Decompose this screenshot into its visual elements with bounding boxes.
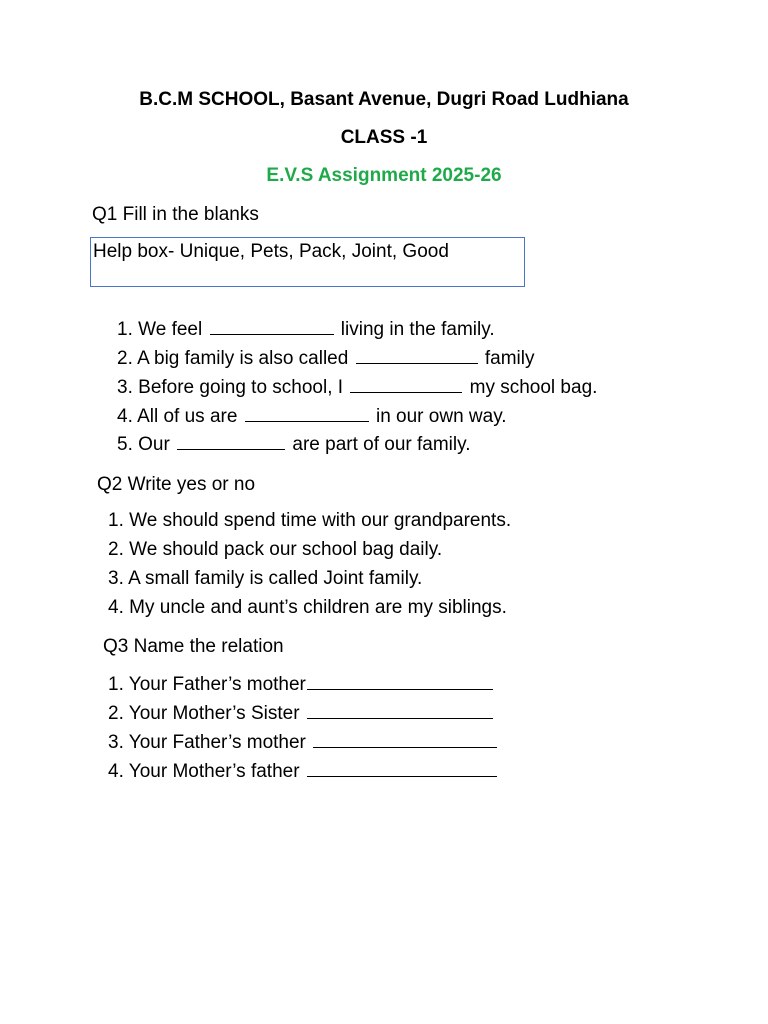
- item-text: Your Father’s mother: [128, 732, 306, 753]
- item-text-before: Before going to school, I: [138, 377, 344, 398]
- item-number: 3.: [108, 568, 124, 589]
- q1-item-2: [117, 348, 535, 370]
- item-text-after: family: [484, 348, 535, 369]
- help-box-text: Help box- Unique, Pets, Pack, Joint, Good: [93, 241, 449, 262]
- q3-item-2: [108, 703, 495, 725]
- item-text-after: living in the family.: [340, 319, 495, 340]
- item-number: 4.: [108, 761, 124, 782]
- item-text: Your Mother’s Sister: [128, 703, 300, 724]
- item-text-before: Our: [138, 434, 170, 455]
- q2-item-2: [108, 539, 442, 561]
- item-number: 4.: [117, 406, 133, 427]
- answer-blank[interactable]: [356, 362, 478, 364]
- item-text: My uncle and aunt’s children are my siblings.: [129, 597, 507, 618]
- q3-item-1: [108, 674, 495, 696]
- q1-item-4: [117, 406, 507, 428]
- item-number: 2.: [117, 348, 133, 369]
- item-number: 2.: [108, 539, 124, 560]
- item-text-before: A big family is also called: [137, 348, 349, 369]
- q2-heading: Q2 Write yes or no: [97, 474, 256, 495]
- answer-blank[interactable]: [245, 420, 369, 422]
- q2-item-4: [108, 597, 507, 619]
- item-text-after: are part of our family.: [292, 434, 471, 455]
- q3-heading: Q3 Name the relation: [103, 636, 284, 657]
- q1-heading: Q1 Fill in the blanks: [92, 204, 259, 225]
- item-number: 3.: [108, 732, 124, 753]
- answer-blank[interactable]: [307, 775, 497, 777]
- item-number: 4.: [108, 597, 124, 618]
- answer-blank[interactable]: [307, 717, 493, 719]
- item-text: Your Father’s mother: [128, 674, 306, 695]
- school-name: B.C.M SCHOOL, Basant Avenue, Dugri Road Ludhiana: [139, 89, 629, 110]
- item-text: We should spend time with our grandparents.: [129, 510, 512, 531]
- item-number: 2.: [108, 703, 124, 724]
- item-number: 3.: [117, 377, 133, 398]
- item-number: 1.: [108, 510, 124, 531]
- q1-item-1: [117, 319, 495, 341]
- item-text: We should pack our school bag daily.: [129, 539, 443, 560]
- q2-item-1: [108, 510, 511, 532]
- class-label: CLASS -1: [340, 127, 428, 148]
- q3-item-3: [108, 732, 499, 754]
- answer-blank[interactable]: [350, 391, 462, 393]
- q3-item-4: [108, 761, 499, 783]
- item-text-before: All of us are: [137, 406, 238, 427]
- item-text: Your Mother’s father: [128, 761, 300, 782]
- item-number: 5.: [117, 434, 133, 455]
- item-text-before: We feel: [138, 319, 203, 340]
- item-text-after: in our own way.: [375, 406, 507, 427]
- answer-blank[interactable]: [307, 688, 493, 690]
- item-number: 1.: [108, 674, 124, 695]
- answer-blank[interactable]: [177, 448, 285, 450]
- item-text-after: my school bag.: [469, 377, 598, 398]
- item-text: A small family is called Joint family.: [128, 568, 423, 589]
- q2-item-3: [108, 568, 422, 590]
- assignment-title: E.V.S Assignment 2025-26: [266, 165, 502, 186]
- q1-item-3: [117, 377, 597, 399]
- answer-blank[interactable]: [210, 333, 334, 335]
- q1-item-5: [117, 434, 471, 456]
- answer-blank[interactable]: [313, 746, 497, 748]
- item-number: 1.: [117, 319, 133, 340]
